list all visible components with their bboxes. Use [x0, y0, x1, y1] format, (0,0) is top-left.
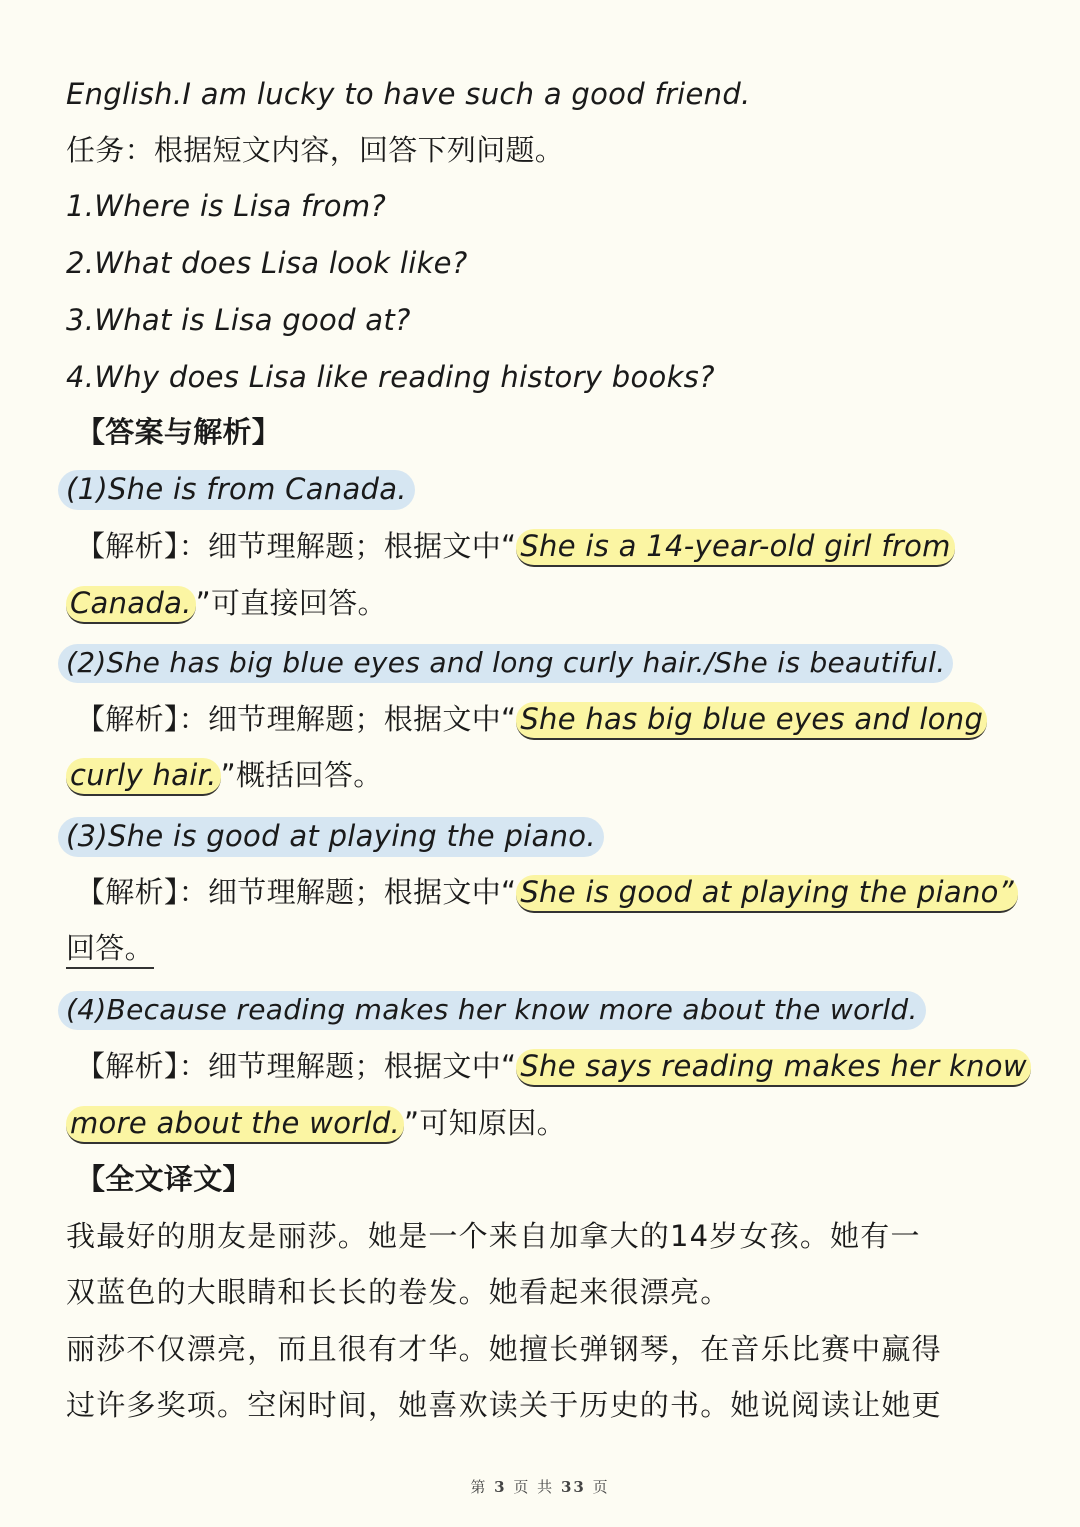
analysis-2-line1: [76, 691, 1018, 747]
analysis-1-line2: [66, 575, 1018, 631]
answer-2-text: (2)She has big blue eyes and long curly hair./She is beautiful.: [58, 644, 953, 683]
analysis-4-quote-part2: more about the world.: [66, 1106, 404, 1144]
total-page-count: 33: [560, 1478, 586, 1496]
analysis-2-prefix: 【解析】：细节理解题；根据文中“: [76, 702, 517, 736]
analysis-4-line2: [66, 1095, 1018, 1151]
answer-1-text: (1)She is from Canada.: [58, 470, 415, 510]
analysis-2-suffix: ”概括回答。: [220, 758, 383, 792]
translation-line-2: 双蓝色的大眼睛和长长的卷发。她看起来很漂亮。: [66, 1275, 731, 1309]
analysis-1-prefix: 【解析】：细节理解题；根据文中“: [76, 529, 517, 563]
answer-2: [66, 635, 1018, 691]
answer-3-text: (3)She is good at playing the piano.: [58, 817, 604, 857]
analysis-4-quote-part1: She says reading makes her know: [516, 1049, 1031, 1087]
translation-line-3: 丽莎不仅漂亮，而且很有才华。她擅长弹钢琴，在音乐比赛中赢得: [66, 1332, 942, 1366]
question-3: 3.What is Lisa good at?: [66, 303, 411, 337]
translation-line-4: 过许多奖项。空闲时间，她喜欢读关于历史的书。她说阅读让她更: [66, 1388, 942, 1422]
analysis-1-suffix: ”可直接回答。: [195, 586, 387, 620]
answer-4: [66, 982, 1018, 1038]
answer-4-text: (4)Because reading makes her know more about the world.: [58, 991, 926, 1030]
analysis-2-line2: [66, 747, 1018, 803]
passage-ending: English.I am lucky to have such a good friend.: [66, 77, 751, 111]
footer-suffix: 页: [592, 1478, 610, 1496]
analysis-3-prefix: 【解析】：细节理解题；根据文中“: [76, 875, 517, 909]
analysis-1-line1: [76, 518, 1018, 574]
question-4: 4.Why does Lisa like reading history books?: [66, 360, 715, 394]
translation-line-1: 我最好的朋友是丽莎。她是一个来自加拿大的14岁女孩。她有一: [66, 1219, 921, 1253]
analysis-3-suffix: 回答。: [66, 931, 154, 969]
translation-heading: 【全文译文】: [76, 1162, 252, 1196]
footer-prefix: 第: [470, 1478, 488, 1496]
answer-1: [66, 461, 1018, 517]
question-2: 2.What does Lisa look like?: [66, 246, 468, 280]
analysis-2-quote-part1: She has big blue eyes and long: [516, 702, 987, 740]
answer-heading: 【答案与解析】: [76, 415, 282, 449]
analysis-3-line2: [66, 920, 1018, 976]
analysis-4-line1: [76, 1038, 1027, 1094]
analysis-3-quote-part1: She is good at playing the piano”: [516, 875, 1018, 913]
question-1: 1.Where is Lisa from?: [66, 189, 387, 223]
analysis-4-prefix: 【解析】：细节理解题；根据文中“: [76, 1049, 517, 1083]
task-instruction: 任务：根据短文内容，回答下列问题。: [66, 133, 565, 167]
answer-3: [66, 808, 1018, 864]
analysis-1-quote-part2: Canada.: [66, 586, 196, 624]
analysis-2-quote-part2: curly hair.: [66, 758, 221, 796]
analysis-3-line1: [76, 864, 1018, 920]
page-footer: [0, 1476, 1080, 1497]
current-page-number: 3: [494, 1478, 507, 1496]
footer-middle: 页 共: [513, 1478, 555, 1496]
analysis-4-suffix: ”可知原因。: [404, 1106, 566, 1140]
analysis-1-quote-part1: She is a 14-year-old girl from: [516, 529, 954, 567]
